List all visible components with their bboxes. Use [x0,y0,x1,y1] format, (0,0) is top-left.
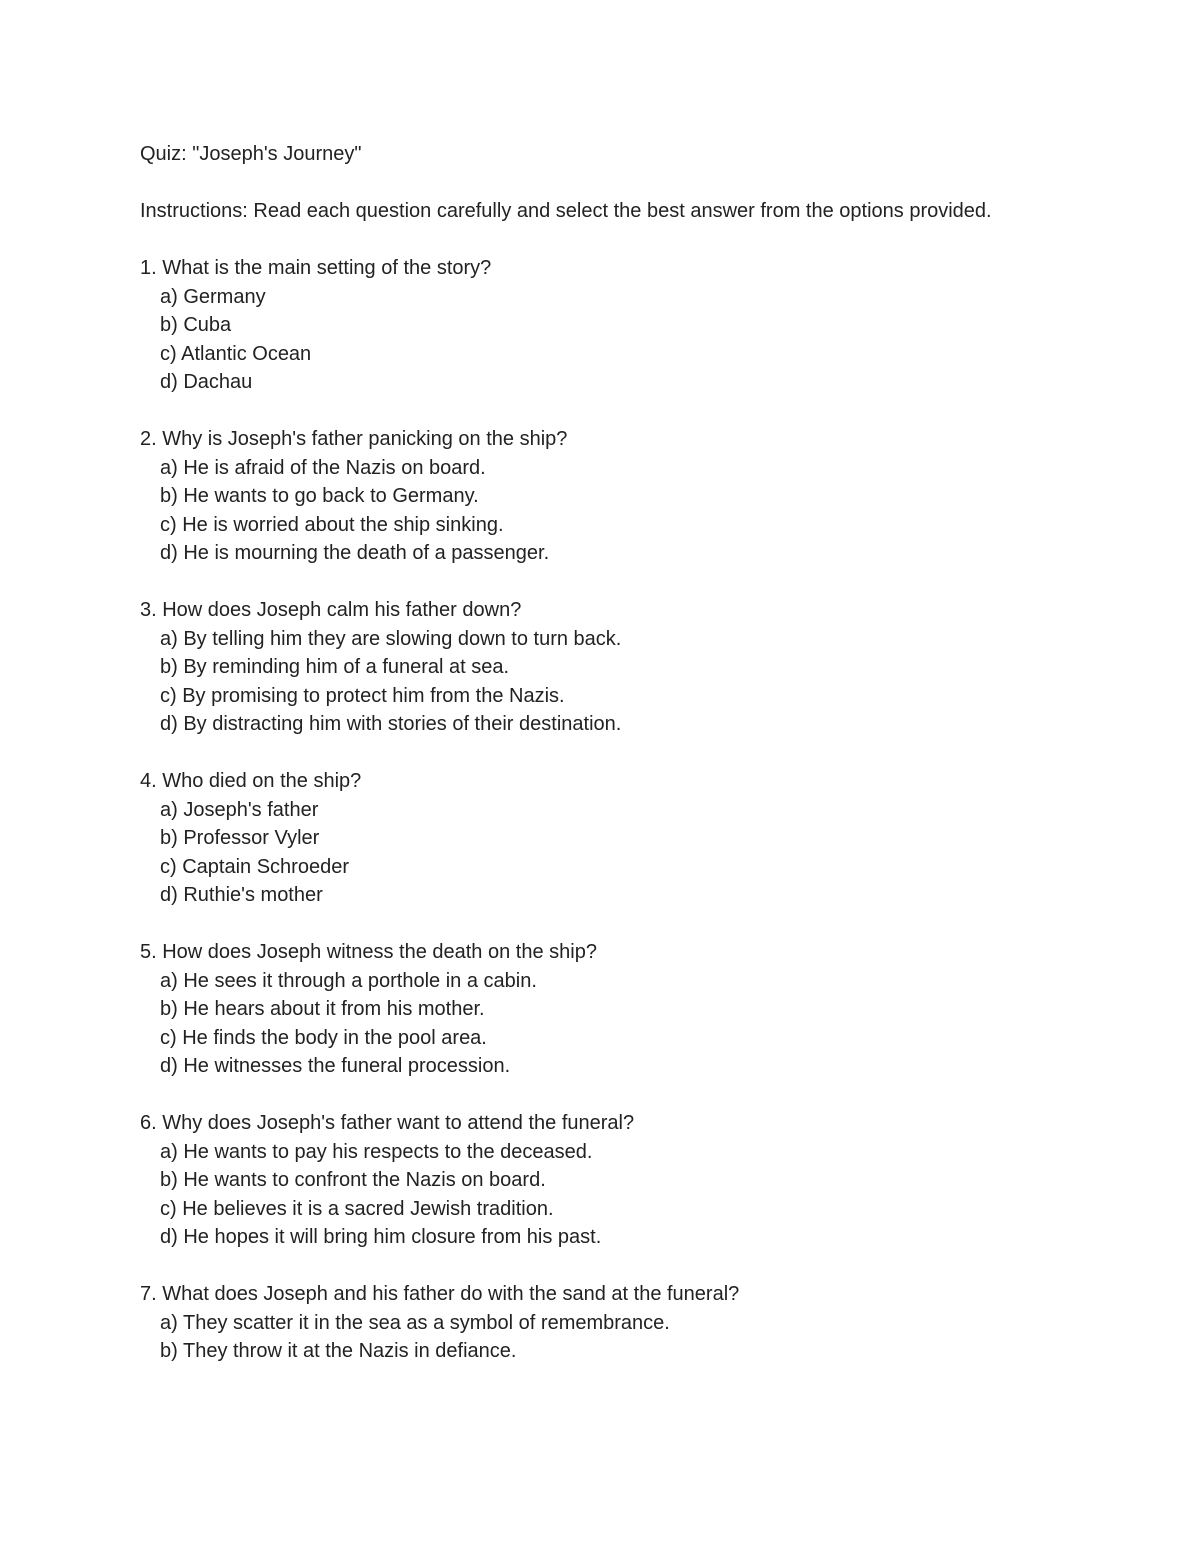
spacer [140,226,1020,255]
question-5 [140,938,1020,1081]
answer-option: d) He witnesses the funeral procession. [160,1055,511,1077]
answer-option: b) They throw it at the Nazis in defiance. [160,1340,517,1362]
quiz-title: Quiz: "Joseph's Journey" [140,143,362,165]
answer-option: c) He is worried about the ship sinking. [160,513,504,536]
answer-option: a) Germany [160,285,266,308]
question-prompt: 6. Why does Joseph's father want to attend the funeral? [140,1112,635,1134]
answer-option: b) He wants to go back to Germany. [160,485,479,507]
question-prompt: 3. How does Joseph calm his father down? [140,599,522,621]
question-2 [140,425,1020,568]
answer-option: b) Cuba [160,314,232,336]
answer-option: c) By promising to protect him from the Nazis. [160,684,565,707]
answer-option: c) He finds the body in the pool area. [160,1026,487,1049]
spacer [140,1252,1020,1281]
answer-option: c) He believes it is a sacred Jewish tradition. [160,1197,554,1220]
document-page [140,140,1020,1366]
answer-option: a) He wants to pay his respects to the deceased. [160,1140,593,1163]
question-prompt: 1. What is the main setting of the story? [140,257,492,279]
answer-option: a) By telling him they are slowing down to turn back. [160,627,622,650]
question-4 [140,767,1020,910]
answer-option: c) Atlantic Ocean [160,342,312,365]
question-prompt: 2. Why is Joseph's father panicking on the ship? [140,428,568,450]
question-prompt: 4. Who died on the ship? [140,770,362,792]
spacer [140,568,1020,597]
answer-option: d) He hopes it will bring him closure from his past. [160,1226,602,1248]
question-7 [140,1280,1020,1366]
question-1 [140,254,1020,397]
answer-option: a) He sees it through a porthole in a cabin. [160,969,537,992]
answer-option: d) Ruthie's mother [160,884,323,906]
question-prompt: 5. How does Joseph witness the death on the ship? [140,941,597,963]
answer-option: a) They scatter it in the sea as a symbol of remembrance. [160,1311,670,1334]
answer-option: b) Professor Vyler [160,827,320,849]
question-3 [140,596,1020,739]
spacer [140,1081,1020,1110]
answer-option: b) He wants to confront the Nazis on board. [160,1169,546,1191]
spacer [140,397,1020,426]
spacer [140,739,1020,768]
answer-option: a) He is afraid of the Nazis on board. [160,456,486,479]
answer-option: d) He is mourning the death of a passenger. [160,542,550,564]
answer-option: d) By distracting him with stories of their destination. [160,713,622,735]
answer-option: a) Joseph's father [160,798,319,821]
answer-option: c) Captain Schroeder [160,855,349,878]
spacer [140,910,1020,939]
spacer [140,169,1020,198]
answer-option: b) By reminding him of a funeral at sea. [160,656,510,678]
question-prompt: 7. What does Joseph and his father do with the sand at the funeral? [140,1283,740,1305]
question-6 [140,1109,1020,1252]
answer-option: d) Dachau [160,371,253,393]
instructions-text: Instructions: Read each question carefully and select the best answer from the options provided. [140,200,992,222]
answer-option: b) He hears about it from his mother. [160,998,485,1020]
